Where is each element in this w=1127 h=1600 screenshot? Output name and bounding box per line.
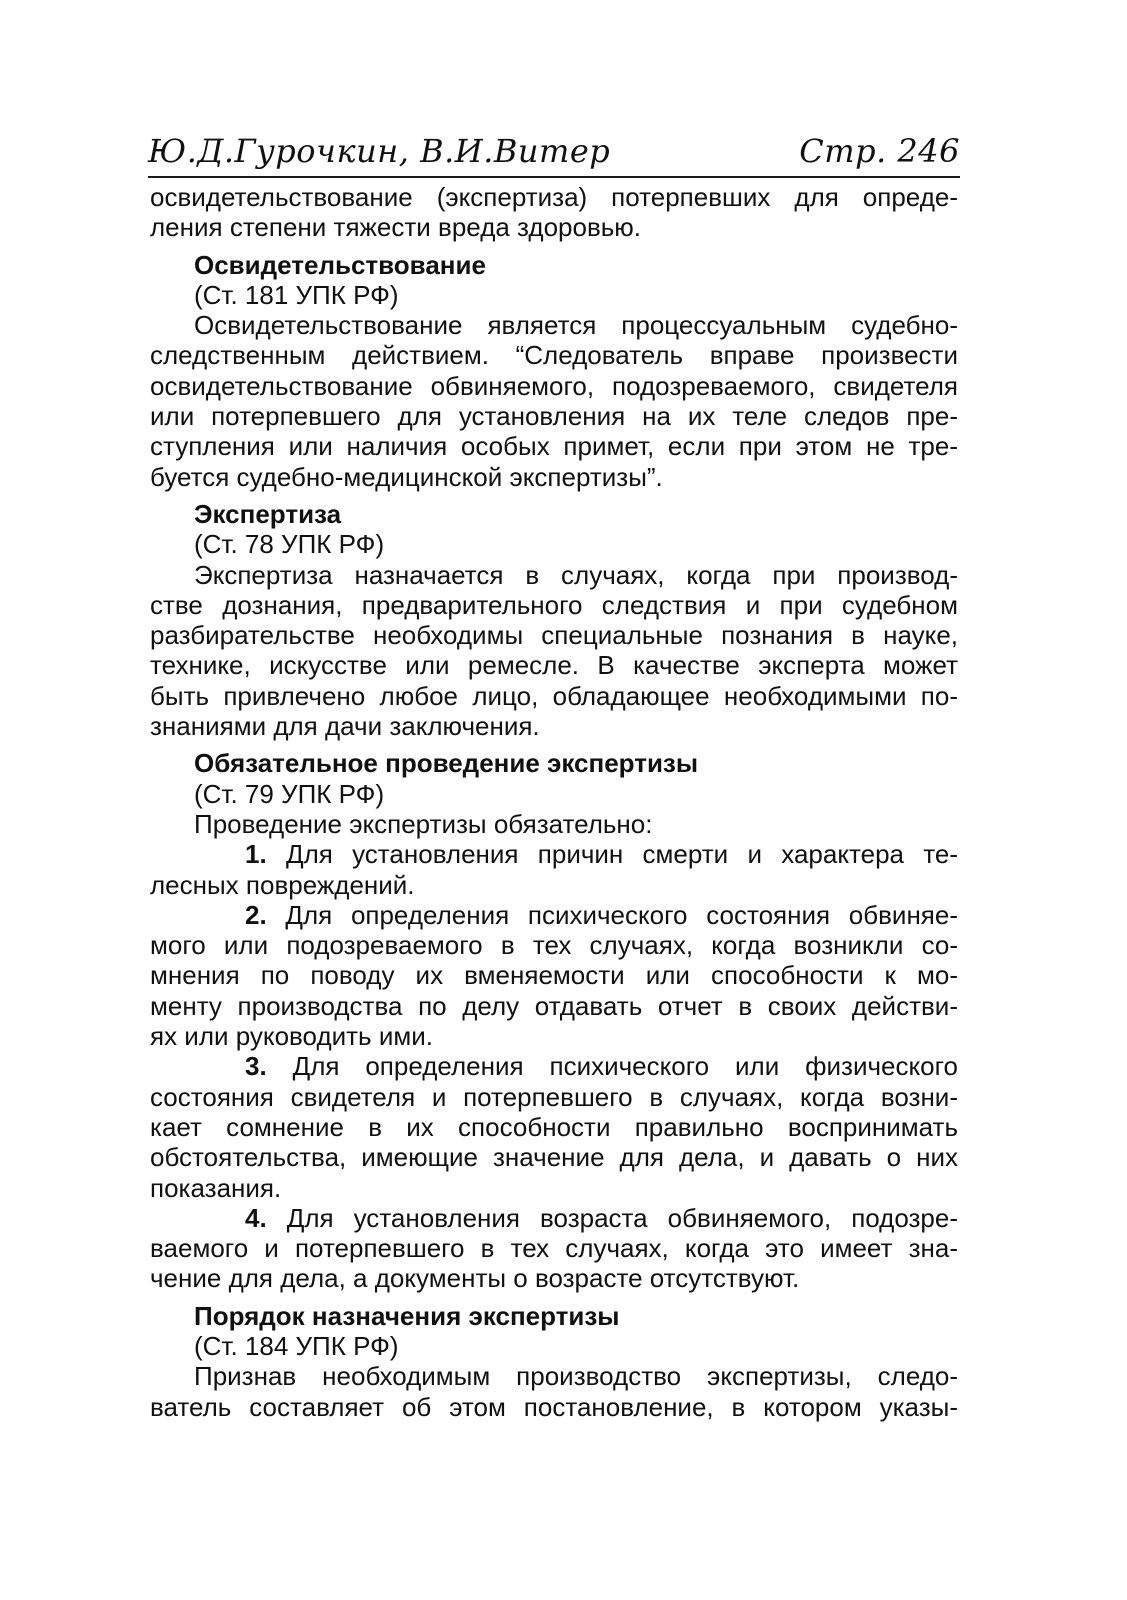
text-line: Для установления возраста обвиняемого, подозре- — [286, 1202, 958, 1233]
text-line: Для установления причин смерти и характера те- — [285, 839, 959, 870]
section-heading-mandatory-examination: Обязательное проведение экспертизы — [194, 748, 699, 779]
text-line: ления степени тяжести вреда здоровью. — [150, 212, 642, 243]
item-number: 3. — [245, 1051, 267, 1082]
section-heading-osvidetelstvovanie: Освидетельствование — [194, 249, 486, 280]
text-line: знаниями для дачи заключения. — [150, 711, 540, 742]
item-number: 4. — [245, 1202, 267, 1233]
text-line: освидетельствование обвиняемого, подозреваемого, свидетеля — [150, 370, 958, 401]
item-number: 2. — [245, 899, 267, 930]
text-line: показания. — [150, 1172, 282, 1203]
section-heading-examination-order: Порядок назначения экспертизы — [194, 1300, 620, 1331]
text-line: мого или подозреваемого в тех случаях, когда возникли со- — [150, 930, 958, 961]
article-reference: (Ст. 184 УПК РФ) — [194, 1330, 399, 1361]
text-line: стве дознания, предварительного следствия и при судебном — [150, 589, 958, 620]
page-body — [150, 182, 958, 1422]
text-line: Освидетельствование является процессуальным судебно- — [194, 310, 958, 341]
text-line: чение для дела, а документы о возрасте отсутствуют. — [150, 1263, 800, 1294]
header-authors: Ю.Д.Гурочкин, В.И.Витер — [148, 132, 611, 170]
text-line: технике, искусстве или ремесле. В качестве эксперта может — [150, 650, 958, 681]
item-number: 1. — [245, 839, 267, 870]
text-line: разбирательстве необходимы специальные познания в науке, — [150, 620, 958, 651]
header-page-number: Стр. 246 — [799, 132, 960, 170]
section-paragraph — [150, 1361, 958, 1422]
section-paragraph — [150, 560, 958, 742]
list-item — [150, 900, 958, 1051]
list-item — [150, 839, 958, 900]
text-line: Для определения психического или физического — [292, 1051, 958, 1082]
text-line: ваемого и потерпевшего в тех случаях, когда это имеет зна- — [150, 1233, 958, 1264]
list-lead: Проведение экспертизы обязательно: — [194, 808, 653, 839]
text-line: буется судебно-медицинской экспертизы”. — [150, 461, 663, 492]
text-line: следственным действием. “Следователь вправе произвести — [150, 340, 958, 371]
text-line: мнения по поводу их вменяемости или способности к мо- — [150, 960, 958, 991]
text-line: Для определения психического состояния обвиняе- — [285, 899, 958, 930]
text-line: Экспертиза назначается в случаях, когда при производ- — [194, 559, 958, 590]
running-header — [148, 118, 960, 178]
section-paragraph — [150, 310, 958, 492]
text-line: или потерпевшего для установления на их теле следов пре- — [150, 401, 958, 432]
article-reference: (Ст. 181 УПК РФ) — [194, 279, 399, 310]
text-line: ватель составляет об этом постановление, в котором указы- — [150, 1391, 958, 1422]
intro-paragraph — [150, 182, 958, 243]
text-line: состояния свидетеля и потерпевшего в случаях, когда возни- — [150, 1081, 958, 1112]
list-item — [150, 1203, 958, 1294]
text-line: ступления или наличия особых примет, если при этом не тре- — [150, 431, 958, 462]
text-line: менту производства по делу отдавать отчет в своих действи- — [150, 990, 958, 1021]
text-line: обстоятельства, имеющие значение для дела, и давать о них — [150, 1142, 958, 1173]
text-line: быть привлечено любое лицо, обладающее необходимыми по- — [150, 680, 958, 711]
text-line: освидетельствование (экспертиза) потерпевших для опреде- — [150, 182, 958, 212]
text-line: лесных повреждений. — [150, 869, 415, 900]
text-line: кает сомнение в их способности правильно воспринимать — [150, 1111, 958, 1142]
text-line: ях или руководить ими. — [150, 1021, 433, 1052]
list-item — [150, 1051, 958, 1202]
article-reference: (Ст. 78 УПК РФ) — [194, 529, 385, 560]
article-reference: (Ст. 79 УПК РФ) — [194, 778, 385, 809]
section-heading-ekspertiza: Экспертиза — [194, 498, 342, 529]
text-line: Признав необходимым производство экспертизы, следо- — [194, 1361, 958, 1392]
